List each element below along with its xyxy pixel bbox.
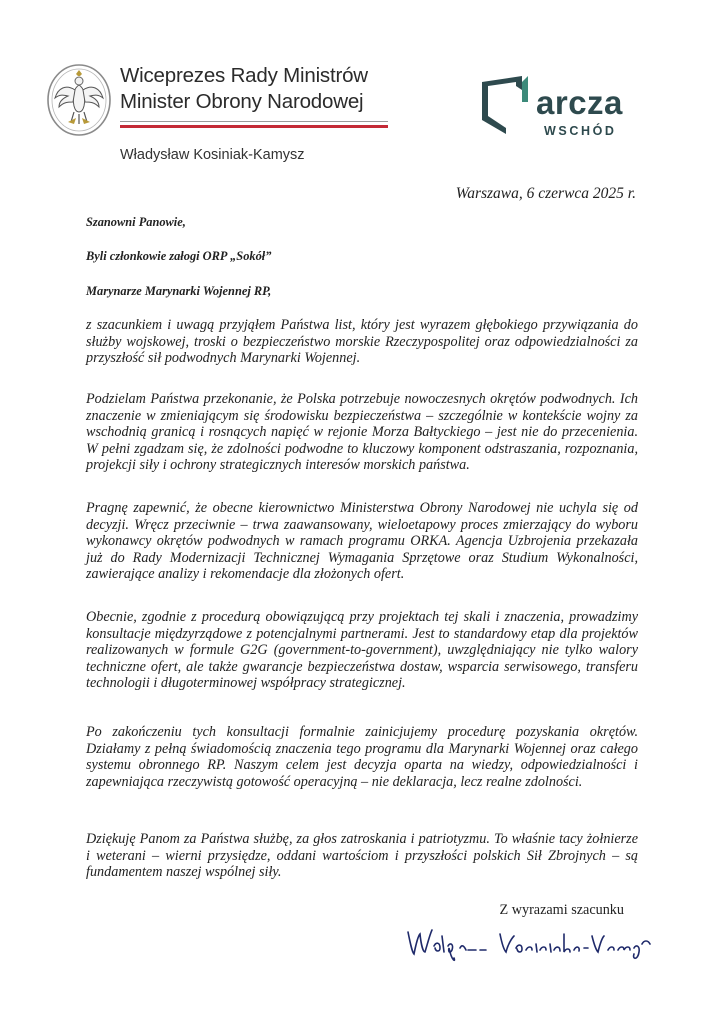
letter-paragraph: Po zakończeniu tych konsultacji formalnie zainicjujemy procedurę pozyskania okrętów. Działamy z pełną świadomością znaczenia tego programu dla Marynarki Wojennej oraz całego systemu obronnego RP. Naszym celem jest decyzja oparta na wiedzy, odpowiedzialności i zapewniająca rzeczywistą gotowość operacyjną – nie deklaracja, lecz realne zdolności. — [86, 724, 638, 790]
polish-eagle-icon — [46, 62, 112, 138]
letter-paragraph: Obecnie, zgodnie z procedurą obowiązującą przy projektach tej skali i znaczenia, prowadzimy konsultacje międzyrządowe z potencjalnymi partnerami. Jest to standardowy etap dla projektów realizowanych w formule G2G (government-to-government), uwzględniający nie tylko walory techniczne ofert, ale także gwarancje bezpieczeństwa dostaw, wsparcia serwisowego, transferu technologii i długoterminowej współpracy strategicznej. — [86, 609, 638, 692]
letter-paragraph: Dziękuję Panom za Państwa służbę, za głos zatroskania i patriotyzmu. To właśnie tacy żołnierze i weterani – wierni przysiędze, oddani wartościom i przyszłości polskich Sił Zbrojnych – są fundamentem naszej wspólnej siły. — [86, 831, 638, 881]
office-title-line1: Wiceprezes Rady Ministrów — [120, 64, 368, 87]
salutation-line: Szanowni Panowie, — [86, 215, 186, 229]
flag-stripe-red — [120, 125, 388, 128]
letter-paragraph: z szacunkiem i uwagą przyjąłem Państwa list, który jest wyrazem głębokiego przywiązania do służby wojskowej, troski o bezpieczeństwo morskie Rzeczypospolitej oraz odpowiedzialności za przyszłość sił podwodnych Marynarki Wojennej. — [86, 317, 638, 367]
letter-date: Warszawa, 6 czerwca 2025 r. — [455, 185, 636, 202]
program-logo-name: arcza — [536, 84, 623, 121]
minister-name: Władysław Kosiniak-Kamysz — [120, 147, 305, 163]
letter-paragraph: Podzielam Państwa przekonanie, że Polska potrzebuje nowoczesnych okrętów podwodnych. Ich znaczenie w zmieniającym się środowisku bezpieczeństwa – szczególnie w kontekście wojny za wschodnią granicą i rosnących napięć w rejonie Morza Bałtyckiego – jest nie do przecenienia. W pełni zgadzam się, że zdolności podwodne to kluczowy komponent odstraszania, rozpoznania, projekcji siły i ochrony strategicznych interesów morskich państwa. — [86, 391, 638, 474]
handwritten-signature — [404, 922, 654, 962]
shield-outline-icon — [476, 72, 534, 136]
program-logo-subtitle: WSCHÓD — [544, 124, 617, 138]
closing-phrase: Z wyrazami szacunku — [499, 902, 624, 918]
salutation-line: Marynarze Marynarki Wojennej RP, — [86, 284, 272, 298]
office-title-line2: Minister Obrony Narodowej — [120, 90, 364, 113]
salutation-line: Byli członkowie załogi ORP „Sokół” — [86, 249, 272, 263]
letter-paragraph: Pragnę zapewnić, że obecne kierownictwo Ministerstwa Obrony Narodowej nie uchyla się od decyzji. Wręcz przeciwnie – trwa zaawansowany, wieloetapowy proces zmierzający do wyboru wykonawcy okrętów podwodnych w ramach programu ORKA. Agencja Uzbrojenia przekazała już do Rady Modernizacji Technicznej Wymagania Sprzętowe oraz Studium Wykonalności, zawierające analizy i rekomendacje dla złożonych ofert. — [86, 500, 638, 583]
flag-stripe-white — [120, 121, 388, 122]
